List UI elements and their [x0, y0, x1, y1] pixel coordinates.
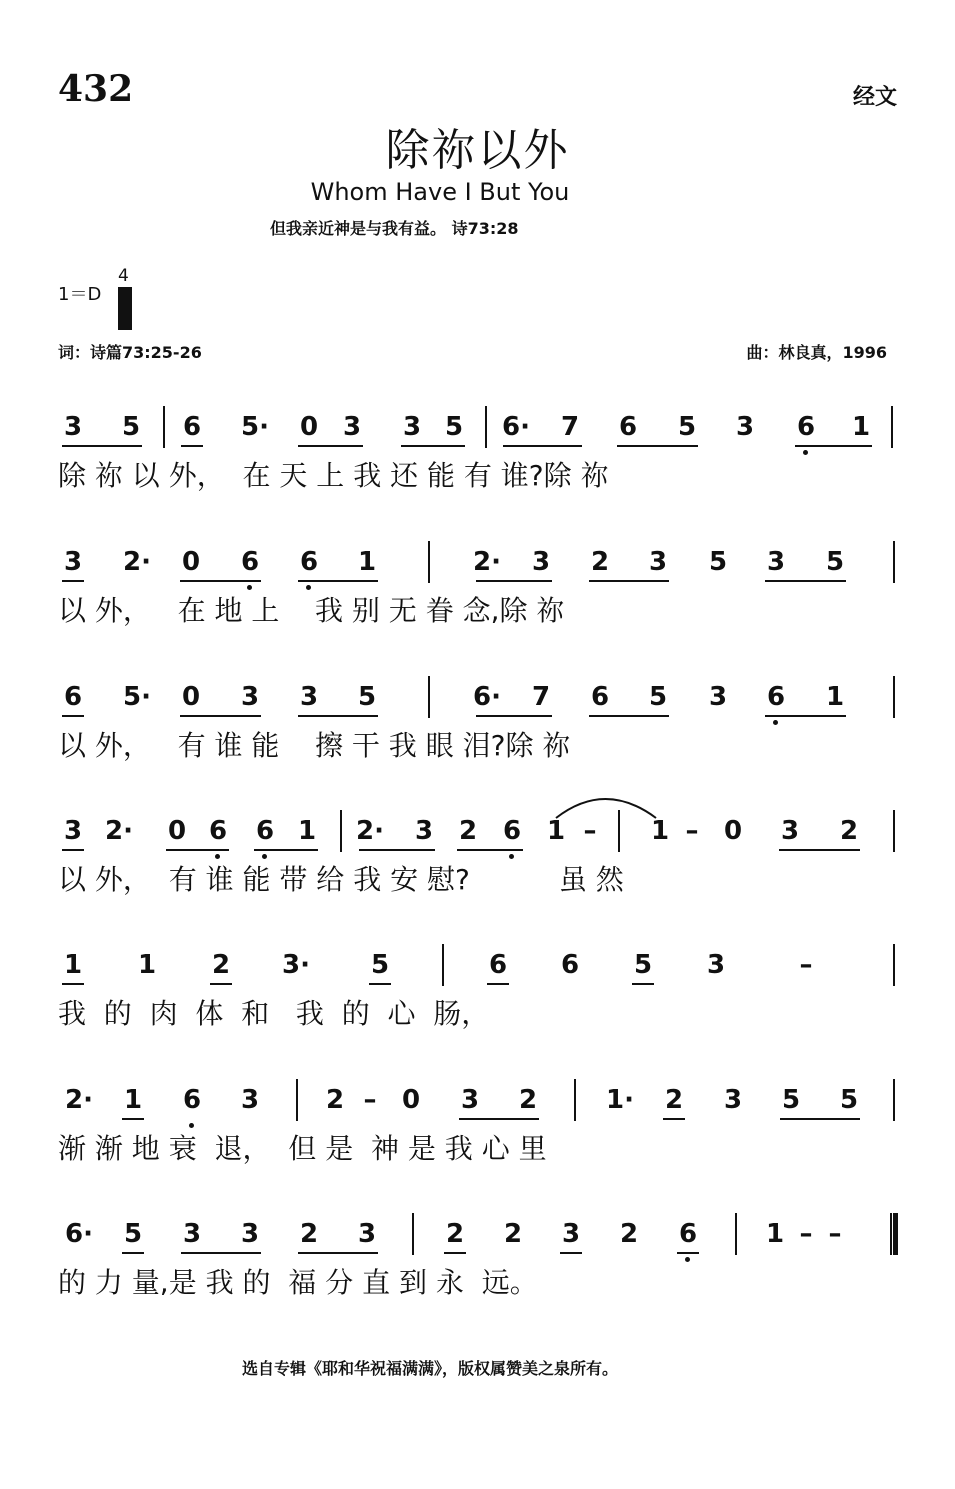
note: –	[799, 950, 813, 980]
note: 0	[299, 412, 319, 442]
note: 2	[518, 1085, 538, 1115]
note: 3	[648, 547, 668, 577]
lyric-line: 以 外， 有 谁 能 带 给 我 安 慰? 虽 然	[58, 863, 624, 896]
note: 1	[137, 950, 157, 980]
note: 5	[839, 1085, 859, 1115]
note: 2	[619, 1219, 639, 1249]
note: 1	[63, 950, 83, 980]
note: 5	[781, 1085, 801, 1115]
note: 2	[211, 950, 231, 980]
note: 6	[255, 816, 275, 846]
song-title-chinese: 除祢以外	[385, 125, 570, 176]
copyright-footer: 选自专辑《耶和华祝福满满》，版权属赞美之泉所有。	[241, 1359, 618, 1378]
note: 5	[708, 547, 728, 577]
note: 6	[618, 412, 638, 442]
note: 2	[503, 1219, 523, 1249]
note: 5	[825, 547, 845, 577]
note: 1	[297, 816, 317, 846]
lyric-line: 除 祢 以 外， 在 天 上 我 还 能 有 谁?除 祢	[58, 459, 609, 492]
note: 6	[560, 950, 580, 980]
note: 5	[677, 412, 697, 442]
key-signature: 1＝D	[58, 284, 102, 305]
note: 5	[444, 412, 464, 442]
note: 1	[357, 547, 377, 577]
note: 6	[796, 412, 816, 442]
note: 3	[531, 547, 551, 577]
note: 0	[181, 682, 201, 712]
lyric-line: 的 力 量,是 我 的 福 分 直 到 永 远。	[58, 1266, 538, 1299]
note: 6	[590, 682, 610, 712]
note: 5	[648, 682, 668, 712]
note: 2	[445, 1219, 465, 1249]
lyric-line: 渐 渐 地 衰 退， 但 是 神 是 我 心 里	[58, 1132, 547, 1165]
note: 6	[240, 547, 260, 577]
note: 6	[63, 682, 83, 712]
song-title-english: Whom Have I But You	[310, 178, 570, 206]
note: 3	[63, 816, 83, 846]
note: 6	[208, 816, 228, 846]
lyric-line: 我 的 肉 体 和 我 的 心 肠，	[58, 997, 490, 1030]
note: 2·	[473, 547, 501, 577]
note: 1	[123, 1085, 143, 1115]
note: –	[583, 816, 597, 846]
category-label: 经文	[852, 85, 897, 110]
note: 1	[546, 816, 566, 846]
note: 5	[633, 950, 653, 980]
note: 3	[780, 816, 800, 846]
note: 5	[121, 412, 141, 442]
note: 2	[839, 816, 859, 846]
note: 0	[181, 547, 201, 577]
note: 2	[664, 1085, 684, 1115]
note: 1	[650, 816, 670, 846]
note: 7	[560, 412, 580, 442]
note: 3	[357, 1219, 377, 1249]
note: 3	[706, 950, 726, 980]
note: 0	[167, 816, 187, 846]
note: 3	[766, 547, 786, 577]
note: 6	[678, 1219, 698, 1249]
note: 2	[590, 547, 610, 577]
note: 5	[370, 950, 390, 980]
note: 2	[325, 1085, 345, 1115]
note: 6·	[473, 682, 501, 712]
note: 1·	[606, 1085, 634, 1115]
note: –	[685, 816, 699, 846]
note: 3	[182, 1219, 202, 1249]
note: 6	[488, 950, 508, 980]
note: 7	[531, 682, 551, 712]
note: 2	[299, 1219, 319, 1249]
note: 3	[63, 547, 83, 577]
note: 6	[502, 816, 522, 846]
note: 5·	[241, 412, 269, 442]
note: 1	[765, 1219, 785, 1249]
note: 3	[708, 682, 728, 712]
note: 5	[357, 682, 377, 712]
note: 3	[723, 1085, 743, 1115]
note: 6	[299, 547, 319, 577]
note: 3	[460, 1085, 480, 1115]
note: 3	[342, 412, 362, 442]
note: 2	[458, 816, 478, 846]
note: 2·	[356, 816, 384, 846]
note: 5·	[123, 682, 151, 712]
lyric-line: 以 外， 在 地 上 我 别 无 眷 念,除 祢	[58, 594, 565, 627]
note: 3	[735, 412, 755, 442]
hymn-number: 432	[58, 68, 134, 110]
note: 3	[240, 1219, 260, 1249]
note: 6	[182, 412, 202, 442]
note: 2·	[123, 547, 151, 577]
lyricist-credit: 词：诗篇73:25-26	[58, 343, 202, 362]
note: 0	[723, 816, 743, 846]
note: 6	[766, 682, 786, 712]
note: –	[828, 1219, 842, 1249]
note: 3	[63, 412, 83, 442]
scripture-verse: 但我亲近神是与我有益。 诗73:28	[270, 219, 519, 238]
note: 3	[402, 412, 422, 442]
note: 3	[299, 682, 319, 712]
note: 3	[561, 1219, 581, 1249]
time-signature-top: 4	[118, 266, 129, 286]
note: 6·	[502, 412, 530, 442]
note: 2·	[105, 816, 133, 846]
note: –	[363, 1085, 377, 1115]
note: 1	[825, 682, 845, 712]
note: 3	[414, 816, 434, 846]
note: 3·	[282, 950, 310, 980]
lyric-line: 以 外， 有 谁 能 擦 干 我 眼 泪?除 祢	[58, 729, 571, 762]
composer-credit: 曲：林良真，1996	[746, 343, 887, 362]
note: 2·	[65, 1085, 93, 1115]
note: 5	[123, 1219, 143, 1249]
note: 6·	[65, 1219, 93, 1249]
note: –	[799, 1219, 813, 1249]
note: 1	[851, 412, 871, 442]
note: 6	[182, 1085, 202, 1115]
note: 3	[240, 682, 260, 712]
note: 3	[240, 1085, 260, 1115]
note: 0	[401, 1085, 421, 1115]
